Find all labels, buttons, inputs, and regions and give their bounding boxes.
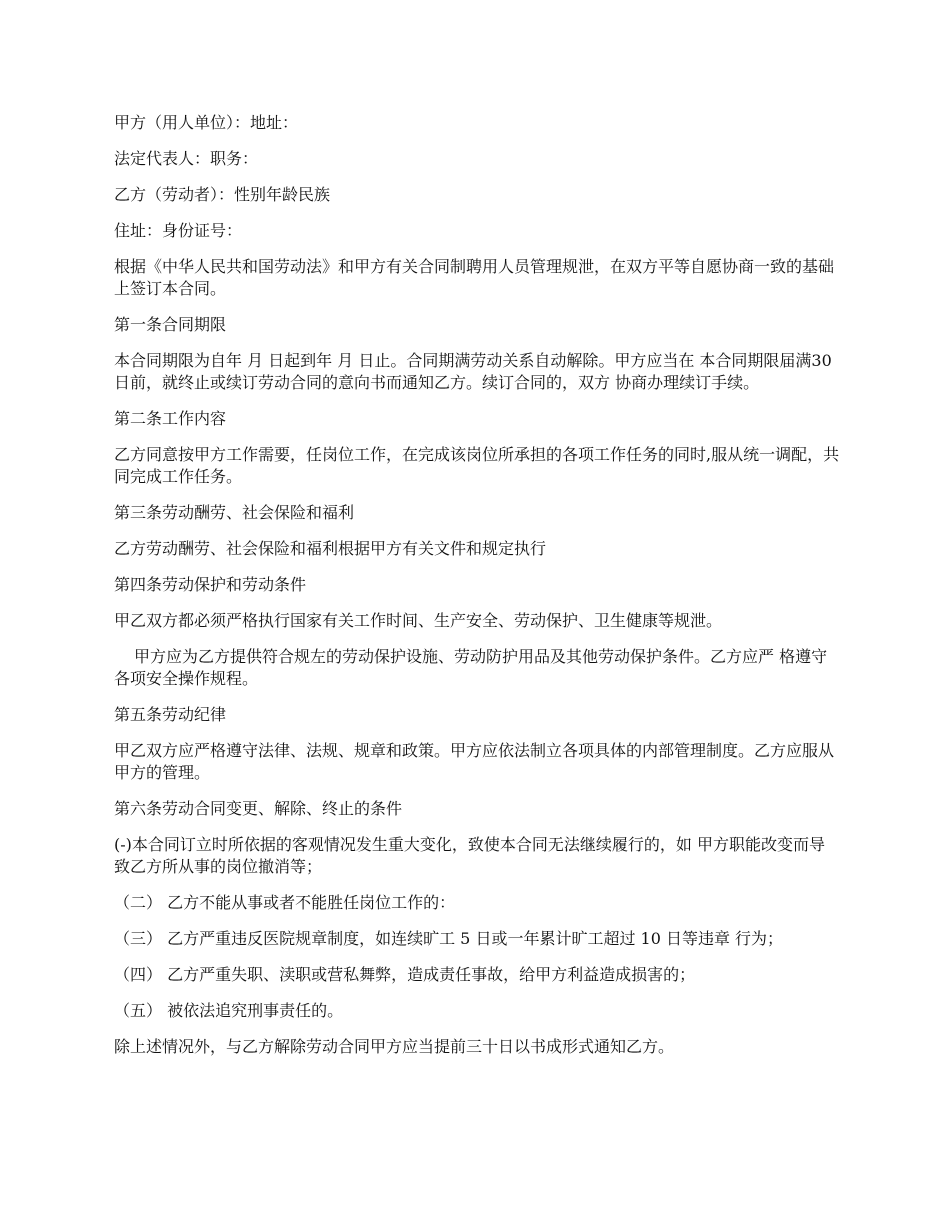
article-4-paragraph-1: 甲乙双方都必须严格执行国家有关工作时间、生产安全、劳动保护、卫生健康等规泄。: [114, 611, 723, 630]
legal-representative-line: 法定代表人：职务：: [114, 149, 259, 168]
party-b-line: 乙方（劳动者）：性别年龄民族: [114, 185, 331, 204]
document-body: [114, 112, 840, 1072]
preamble-paragraph: 根据《中华人民共和国劳动法》和甲方有关合同制聘用人员管理规泄，在双方平等自愿协商一致的基础上签订本合同。: [114, 257, 835, 298]
article-1-paragraph: 本合同期限为自年 月 日起到年 月 日止。合同期满劳动关系自动解除。甲方应当在 本合同期限届满30日前，就终止或续订劳动合同的意向书而通知乙方。续订合同的，双方 协商办理续订手续。: [114, 351, 832, 392]
article-6-item-1: (-)本合同订立时所依据的客观情况发生重大变化，致使本合同无法继续履行的，如 甲方职能改变而导致乙方所从事的岗位撤消等；: [114, 835, 825, 876]
article-6-item-5: （五） 被依法追究刑事责任的。: [114, 1001, 344, 1020]
article-5-heading: 第五条劳动纪律: [114, 705, 227, 724]
article-6-closing-paragraph: 除上述情况外，与乙方解除劳动合同甲方应当提前三十日以书成形式通知乙方。: [114, 1037, 675, 1056]
article-6-item-3: （三） 乙方严重违反医院规章制度，如连续旷工 5 日或一年累计旷工超过 10 日等违章 行为；: [114, 929, 784, 948]
article-6-item-4: （四） 乙方严重失职、渎职或营私舞弊，造成责任事故，给甲方利益造成损害的；: [114, 965, 696, 984]
article-6-item-2: （二） 乙方不能从事或者不能胜任岗位工作的：: [114, 893, 456, 912]
article-6-heading: 第六条劳动合同变更、解除、终止的条件: [114, 799, 403, 818]
article-2-paragraph: 乙方同意按甲方工作需要，任岗位工作，在完成该岗位所承担的各项工作任务的同时,服从统一调配，共同完成工作任务。: [114, 445, 840, 486]
article-2-heading: 第二条工作内容: [114, 409, 227, 428]
party-a-line: 甲方（用人单位）：地址：: [114, 113, 299, 132]
article-3-paragraph: 乙方劳动酬劳、社会保险和福利根据甲方有关文件和规定执行: [114, 539, 547, 558]
article-1-heading: 第一条合同期限: [114, 315, 227, 334]
article-4-heading: 第四条劳动保护和劳动条件: [114, 575, 307, 594]
article-3-heading: 第三条劳动酬劳、社会保险和福利: [114, 503, 355, 522]
article-4-paragraph-2: 甲方应为乙方提供符合规左的劳动保护设施、劳动防护用品及其他劳动保护条件。乙方应严 格遵守各项安全操作规程。: [114, 647, 828, 688]
article-5-paragraph: 甲乙双方应严格遵守法律、法规、规章和政策。甲方应依法制立各项具体的内部管理制度。乙方应服从甲方的管理。: [114, 741, 835, 782]
address-id-line: 住址：身份证号：: [114, 221, 243, 240]
